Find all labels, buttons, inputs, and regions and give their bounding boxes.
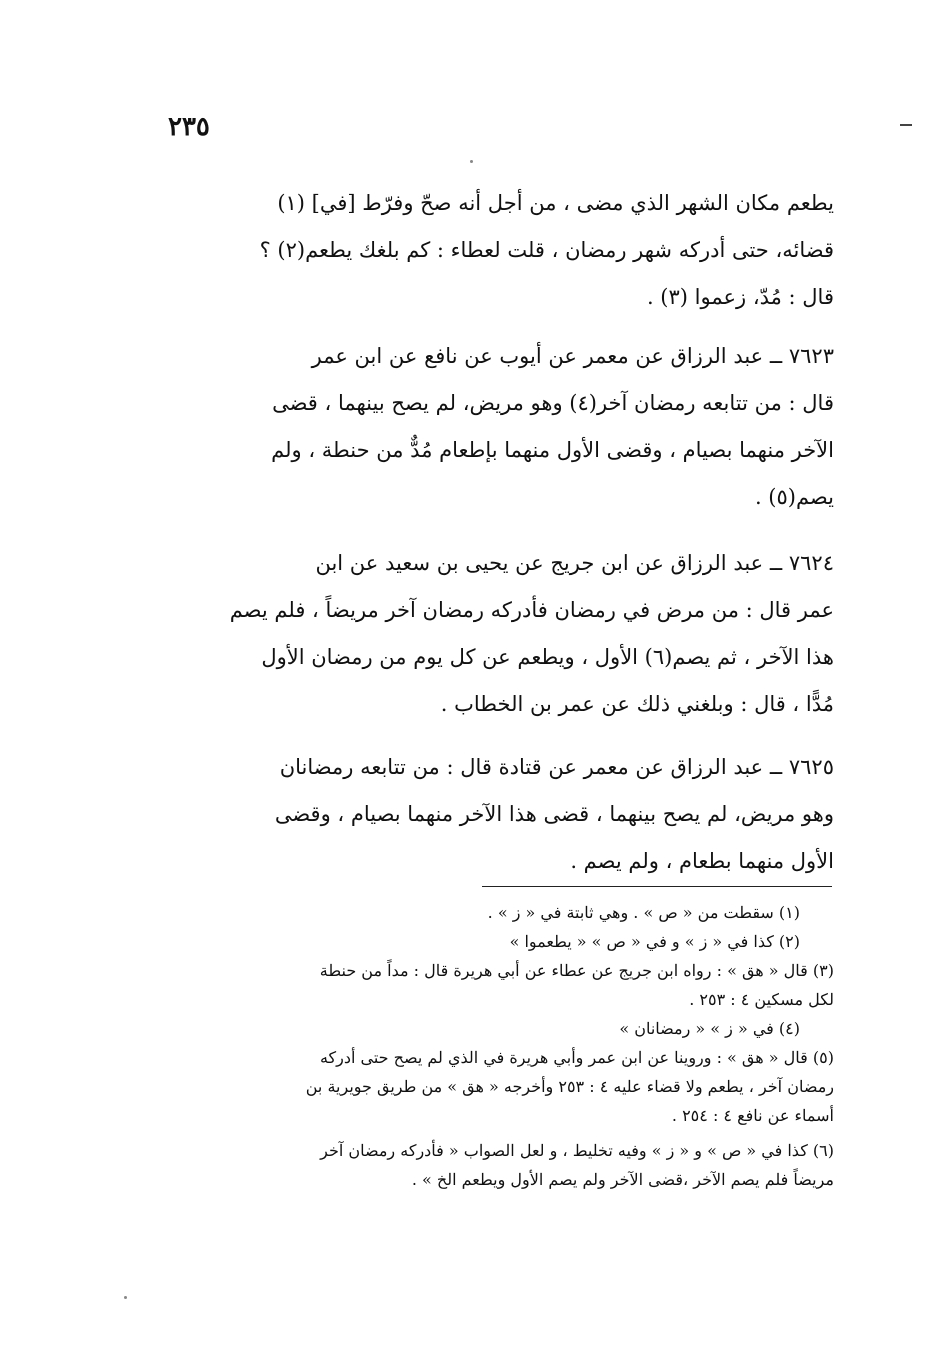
text-line: قال : من تتابعه رمضان آخر(٤) وهو مريض، لم يصح بينهما ، قضى bbox=[272, 391, 834, 415]
footnote-line: (١) سقطت من « ص » . وهي ثابتة في « ز » . bbox=[487, 903, 800, 922]
text-line: ٧٦٢٤ ــ عبد الرزاق عن ابن جريج عن يحيى بن سعيد عن ابن bbox=[315, 551, 834, 575]
text-line: يطعم مكان الشهر الذي مضى ، من أجل أنه صحّ وفرّط [في] (١) bbox=[277, 191, 834, 215]
footnote-5 bbox=[162, 1043, 834, 1130]
margin-mark bbox=[900, 124, 912, 126]
text-line: مُدًّا ، قال : وبلغني ذلك عن عمر بن الخطاب . bbox=[440, 692, 834, 716]
footnote-4 bbox=[162, 1014, 834, 1043]
footnote-line: (٦) كذا في « ص » و « ز » وفيه تخليط ، و لعل الصواب « فأدركه رمضان آخر bbox=[320, 1141, 834, 1160]
text-line: عمر قال : من مرض في رمضان فأدركه رمضان آخر مريضاً ، فلم يصم bbox=[229, 598, 834, 622]
text-line: قال : مُدّ، زعموا (٣) . bbox=[646, 285, 834, 309]
footnote-line: (٢) كذا في « ز » و في « ص » « يطعموا » bbox=[509, 932, 800, 951]
footnote-line: مريضاً فلم يصم الآخر ،قضى الآخر ولم يصم الأول ويطعم الخ » . bbox=[411, 1170, 834, 1189]
text-line: ٧٦٢٣ ــ عبد الرزاق عن معمر عن أيوب عن نافع عن ابن عمر bbox=[311, 344, 834, 368]
footnote-divider bbox=[482, 886, 832, 887]
footnotes bbox=[162, 898, 834, 1194]
page-number: ٢٣٥ bbox=[168, 112, 210, 142]
text-line: ٧٦٢٥ ــ عبد الرزاق عن معمر عن قتادة قال : من تتابعه رمضانان bbox=[279, 755, 834, 779]
text-line: هذا الآخر ، ثم يصم(٦) الأول ، ويطعم عن كل يوم من رمضان الأول bbox=[261, 645, 834, 669]
footnote-1 bbox=[162, 898, 834, 927]
scan-speck bbox=[470, 160, 473, 163]
text-line: وهو مريض، لم يصح بينهما ، قضى هذا الآخر منهما بصيام ، وقضى bbox=[274, 802, 834, 826]
text-line: الأول منهما بطعام ، ولم يصم . bbox=[570, 849, 834, 873]
footnote-line: رمضان آخر ، يطعم ولا قضاء عليه ٤ : ٢٥٣ وأخرجه « هق » من طريق جويرية بن bbox=[305, 1077, 834, 1096]
scan-speck bbox=[124, 1296, 127, 1299]
text-line: الآخر منهما بصيام ، وقضى الأول منهما بإطعام مُدٌّ من حنطة ، ولم bbox=[271, 438, 834, 462]
footnote-3 bbox=[162, 956, 834, 1014]
hadith-7624 bbox=[162, 540, 834, 728]
footnote-line: (٤) في « ز » « رمضانان » bbox=[619, 1019, 800, 1038]
footnote-line: (٣) قال « هق » : رواه ابن جريج عن عطاء عن أبي هريرة قال : مداً من حنطة bbox=[319, 961, 834, 980]
paragraph-continuation bbox=[162, 180, 834, 321]
hadith-7625 bbox=[162, 744, 834, 885]
footnote-line: (٥) قال « هق » : وروينا عن ابن عمر وأبي هريرة في الذي لم يصح حتى أدركه bbox=[319, 1048, 834, 1067]
hadith-7623 bbox=[162, 333, 834, 521]
text-line: يصم(٥) . bbox=[754, 485, 834, 509]
footnote-line: أسماء عن نافع ٤ : ٢٥٤ . bbox=[671, 1106, 834, 1125]
footnote-line: لكل مسكين ٤ : ٢٥٣ . bbox=[689, 990, 834, 1009]
footnote-2 bbox=[162, 927, 834, 956]
footnote-6 bbox=[162, 1136, 834, 1194]
text-line: قضائه، حتى أدركه شهر رمضان ، قلت لعطاء : كم بلغك يطعم(٢) ؟ bbox=[259, 238, 834, 262]
